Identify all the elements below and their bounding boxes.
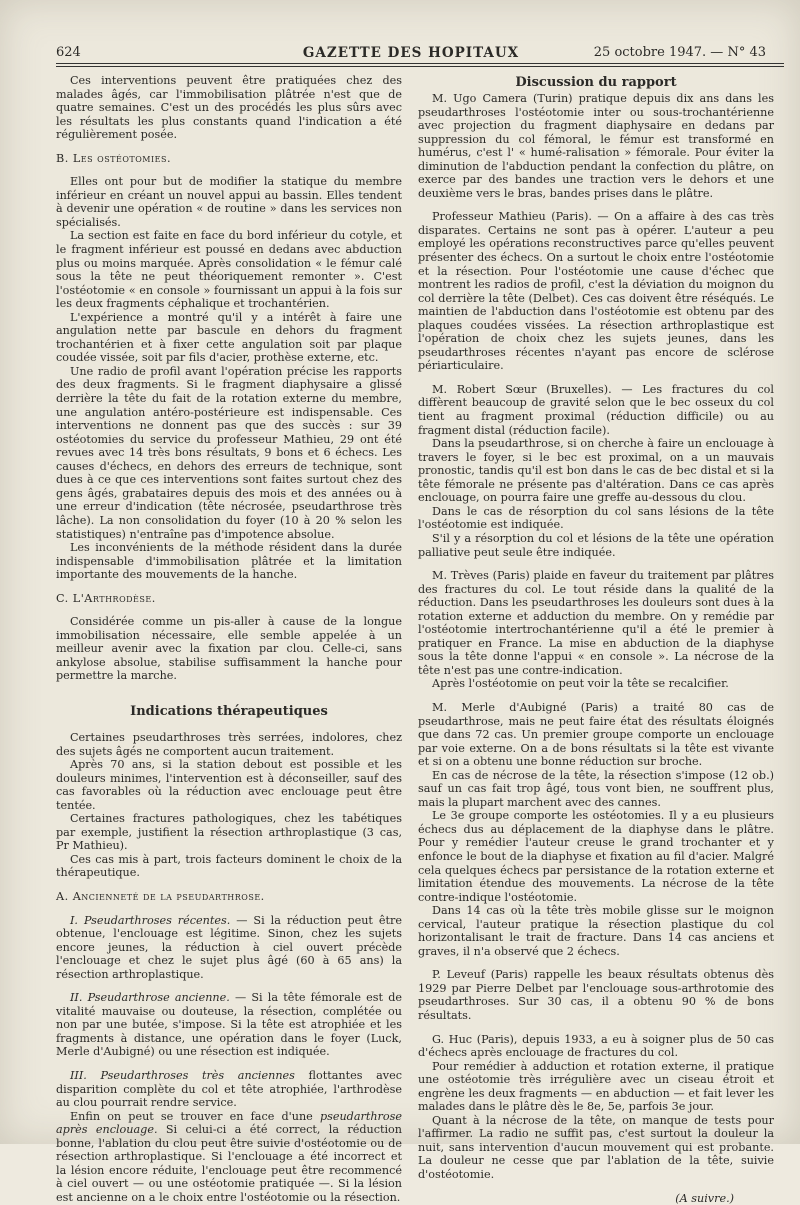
issue-date: 25 octobre 1947. — N° 43 <box>593 45 766 60</box>
paragraph: Ces cas mis à part, trois facteurs dominent le choix de la thérapeutique. <box>56 852 402 880</box>
paragraph-text: — Si la tête fémorale est de vitalité mauvaise ou douteuse, la résection, complétée ou non par une butée, s'impose. Si la tête est atrophiée et les fragments à distance, une opération dans le foyer (Luck, Merle d'Aubigné) ou une résection est indiquée. <box>56 991 402 1059</box>
paragraph: M. Ugo Camera (Turin) pratique depuis dix ans dans les pseudarthroses l'ostéotomie inter ou sous-trochantérienne avec projection du fragment diaphysaire en dedans par suppression du col fémoral, le fémur est transformé en humérus, c'est l' « humé-ralisation » fémorale. Pour éviter la diminution de l'abduction pendant la confection du plâtre, on exerce par des bandes une traction vers le dehors et une deuxième vers le bras, bandes prises dans le plâtre. <box>418 92 774 200</box>
paragraph: La section est faite en face du bord inférieur du cotyle, et le fragment inférieur est poussé en dedans avec abduction plus ou moins marquée. Après consolidation « le fémur calé sous la tête ne peut théoriquement remonter ». C'est l'ostéotomie « en console » fournissant un appui à la fois sur les deux fragments céphalique et trochantérien. <box>56 229 402 311</box>
section-heading-anciennete: A. Ancienneté de la pseudarthrose. <box>56 889 265 903</box>
running-header <box>56 44 766 62</box>
paragraph-text: Si celui-ci a été correct, la réduction bonne, l'ablation du clou peut être suivie d'ostéotomie ou de résection arthroplastique. Si l'enclouage a été incorrect et la lésion encore réduite, l'enclouage peut être recommencé à ciel ouvert — ou une ostéotomie pratiquée —. Si la lésion est ancienne on a le choix entre l'ostéotomie ou la résection. <box>56 1123 402 1204</box>
paragraph: Après l'ostéotomie on peut voir la tête se recalcifier. <box>432 677 729 691</box>
paragraph: P. Leveuf (Paris) rappelle les beaux résultats obtenus dès 1929 par Pierre Delbet par l'enclouage sous-arthrotomie des pseudarthroses. Sur 30 cas, il a obtenu 90 % de bons résultats. <box>418 968 774 1022</box>
paragraph <box>56 914 402 982</box>
paragraph: M. Robert Sœur (Bruxelles). — Les fractures du col diffèrent beaucoup de gravité selon que le bec osseux du col tient au fragment proximal (réduction difficile) ou au fragment distal (réduction facile). <box>418 382 774 437</box>
continued-note: (A suivre.) <box>675 1191 734 1205</box>
section-heading-osteotomies: B. Les ostéotomies. <box>56 151 172 165</box>
paragraph-text: — Si la réduction peut être obtenue, l'enclouage est légitime. Sinon, chez les sujets encore jeunes, la réduction à ciel ouvert précède l'enclouage et chez le sujet plus âgé (60 à 65 ans) la résection arthroplastique. <box>56 913 402 981</box>
paragraph: Les inconvénients de la méthode résident dans la durée indispensable d'immobilisation plâtrée et la limitation importante des mouvements de la hanche. <box>56 541 402 582</box>
right-column <box>418 74 774 1205</box>
paragraph: Professeur Mathieu (Paris). — On a affaire à des cas très disparates. Certains ne sont pas à opérer. L'auteur a peu employé les opérations reconstructives parce qu'elles peuvent présenter des échecs. On a surtout le choix entre l'ostéotomie et la résection. Pour l'ostéotomie une cause d'échec que montrent les radios de profil, c'est la déviation du moignon du col derrière la tête (Delbet). Ces cas doivent être réséqués. Le maintien de l'abduction dans l'ostéotomie est obtenu par des plaques coudées vissées. La résection arthroplastique est l'opération de choix chez les sujets jeunes, dans les pseudarthroses récentes n'ayant pas encore de sclérose périarticulaire. <box>418 210 774 373</box>
paragraph <box>56 1110 402 1205</box>
paragraph: Quant à la nécrose de la tête, on manque de tests pour l'affirmer. La radio ne suffit pas, c'est surtout la douleur la nuit, sans intervention d'aucun mouvement qui est probante. La douleur ne cesse que par l'ablation de la tête, suivie d'ostéotomie. <box>418 1113 774 1182</box>
paragraph: En cas de nécrose de la tête, la résection s'impose (12 ob.) sauf un cas fait trop âgé, tous vont bien, ne souffrent plus, mais la plupart marchent avec des cannes. <box>418 768 774 809</box>
paragraph-text: Enfin on peut se trouver en face d'une <box>70 1109 320 1123</box>
paragraph: Le 3e groupe comporte les ostéotomies. Il y a eu plusieurs échecs dus au déplacement de la diaphyse dans le plâtre. Pour y remédier l'auteur creuse le grand trochanter et y enfonce le bout de la diaphyse et fixation au fil d'acier. Malgré cela quelques échecs par persistance de la rotation externe et limitation étendue des mouvements. La nécrose de la tête contre-indique l'ostéotomie. <box>418 809 774 904</box>
paragraph: S'il y a résorption du col et lésions de la tête une opération palliative peut seule être indiquée. <box>418 531 774 559</box>
section-heading-arthrodese: C. L'Arthrodèse. <box>56 591 156 605</box>
header-rule-double <box>56 66 784 67</box>
paragraph: Dans 14 cas où la tête très mobile glisse sur le moignon cervical, l'auteur pratique la résection plastique du col horizontalisant le trait de fracture. Dans 14 cas anciens et graves, il n'a observé que 2 échecs. <box>418 904 774 958</box>
paragraph: G. Huc (Paris), depuis 1933, a eu à soigner plus de 50 cas d'échecs après enclouage de fractures du col. <box>418 1032 774 1060</box>
paragraph <box>56 1069 402 1110</box>
paragraph-text: flottantes avec disparition complète du col et tête atrophiée, l'arthrodèse au clou pourrait rendre service. <box>56 1069 402 1110</box>
paragraph: Une radio de profil avant l'opération précise les rapports des deux fragments. Si le fragment diaphysaire a glissé derrière la tête du fait de la rotation externe du membre, une angulation antéro-postérieure est indispensable. Ces interventions ne donnent pas que des succès : sur 39 ostéotomies du service du professeur Mathieu, 29 ont été revues avec 14 très bons résultats, 9 bons et 6 échecs. Les causes d'échecs, en dehors des erreurs de technique, sont dues à ce que ces interventions sont faites surtout chez des gens âgés, grabataires depuis des mois et des années ou à une erreur d'indication (tête nécrosée, pseudarthrose très lâche). La non consolidation du foyer (10 à 20 % selon les statistiques) n'entraîne pas d'impotence absolue. <box>56 364 402 541</box>
paragraph: M. Merle d'Aubigné (Paris) a traité 80 cas de pseudarthrose, mais ne peut faire état des résultats éloignés que dans 72 cas. Un premier groupe comporte un enclouage par voie externe. On a de bons résultats si la tête est vivante et si on a obtenu une bonne réduction sur broche. <box>418 700 774 769</box>
left-column <box>56 74 402 1204</box>
section-title-discussion: Discussion du rapport <box>515 75 677 90</box>
paragraph: Certaines pseudarthroses très serrées, indolores, chez des sujets âgés ne comportent aucun traitement. <box>56 730 402 758</box>
paragraph: Certaines fractures pathologiques, chez les tabétiques par exemple, justifient la résection arthroplastique (3 cas, Pr Mathieu). <box>56 812 402 853</box>
paragraph: Ces interventions peuvent être pratiquées chez des malades âgés, car l'immobilisation plâtrée n'est que de quatre semaines. C'est un des procédés les plus sûrs avec les résultats les plus constants quand l'indication a été régulièrement posée. <box>56 74 402 142</box>
paragraph: M. Trèves (Paris) plaide en faveur du traitement par plâtres des fractures du col. Le tout réside dans la qualité de la réduction. Dans les pseudarthroses les douleurs sont dues à la rotation externe et adduction du membre. On y remédie par l'ostéotomie intertrochantérienne qu'il a été le premier à pratiquer en France. La mise en abduction de la diaphyse sous la tête donne l'appui « en console ». La nécrose de la tête n'est pas une contre-indication. <box>418 569 774 677</box>
paragraph: Considérée comme un pis-aller à cause de la longue immobilisation nécessaire, elle semble appelée à un meilleur avenir avec la fixation par clou. Celle-ci, sans ankylose absolue, stabilise suffisamment la hanche pour permettre la marche. <box>56 615 402 683</box>
paragraph: L'expérience a montré qu'il y a intérêt à faire une angulation nette par bascule en dehors du fragment trochantérien et à fixer cette angulation soit par plaque coudée vissée, soit par fils d'acier, prothèse externe, etc. <box>56 310 402 365</box>
italic-term: pseudarthrose après enclouage. <box>56 1109 402 1137</box>
journal-title: GAZETTE DES HOPITAUX <box>302 45 520 61</box>
subheading-tres-anciennes: III. Pseudarthroses très anciennes <box>70 1069 295 1082</box>
section-title-indications: Indications thérapeutiques <box>130 703 328 719</box>
subheading-recentes: I. Pseudarthroses récentes. <box>70 913 231 927</box>
page-number: 624 <box>56 45 81 60</box>
paragraph: Dans la pseudarthrose, si on cherche à faire un enclouage à travers le foyer, si le bec est proximal, on a un mauvais pronostic, tandis qu'il est bon dans le cas de bec distal et si la tête fémorale ne présente pas d'altération. Dans ce cas après enclouage, on pourra faire une greffe au-dessous du clou. <box>418 437 774 505</box>
paragraph: Pour remédier à adduction et rotation externe, il pratique une ostéotomie très irrégulière avec un ciseau étroit et engrène les deux fragments — en abduction — et fait lever les malades dans le plâtre dès le 8e, 5e, parfois 3e jour. <box>418 1059 774 1114</box>
paragraph: Elles ont pour but de modifier la statique du membre inférieur en créant un nouvel appui au bassin. Elles tendent à devenir une opération « de routine » dans les services non spécialisés. <box>56 175 402 229</box>
paragraph <box>56 991 402 1059</box>
paragraph: Dans le cas de résorption du col sans lésions de la tête l'ostéotomie est indiquée. <box>418 504 774 532</box>
subheading-ancienne: II. Pseudarthrose ancienne. <box>70 991 230 1005</box>
header-rule <box>56 63 784 64</box>
paragraph: Après 70 ans, si la station debout est possible et les douleurs minimes, l'intervention est à déconseiller, sauf des cas favorables où la réduction avec enclouage peut être tentée. <box>56 758 402 812</box>
